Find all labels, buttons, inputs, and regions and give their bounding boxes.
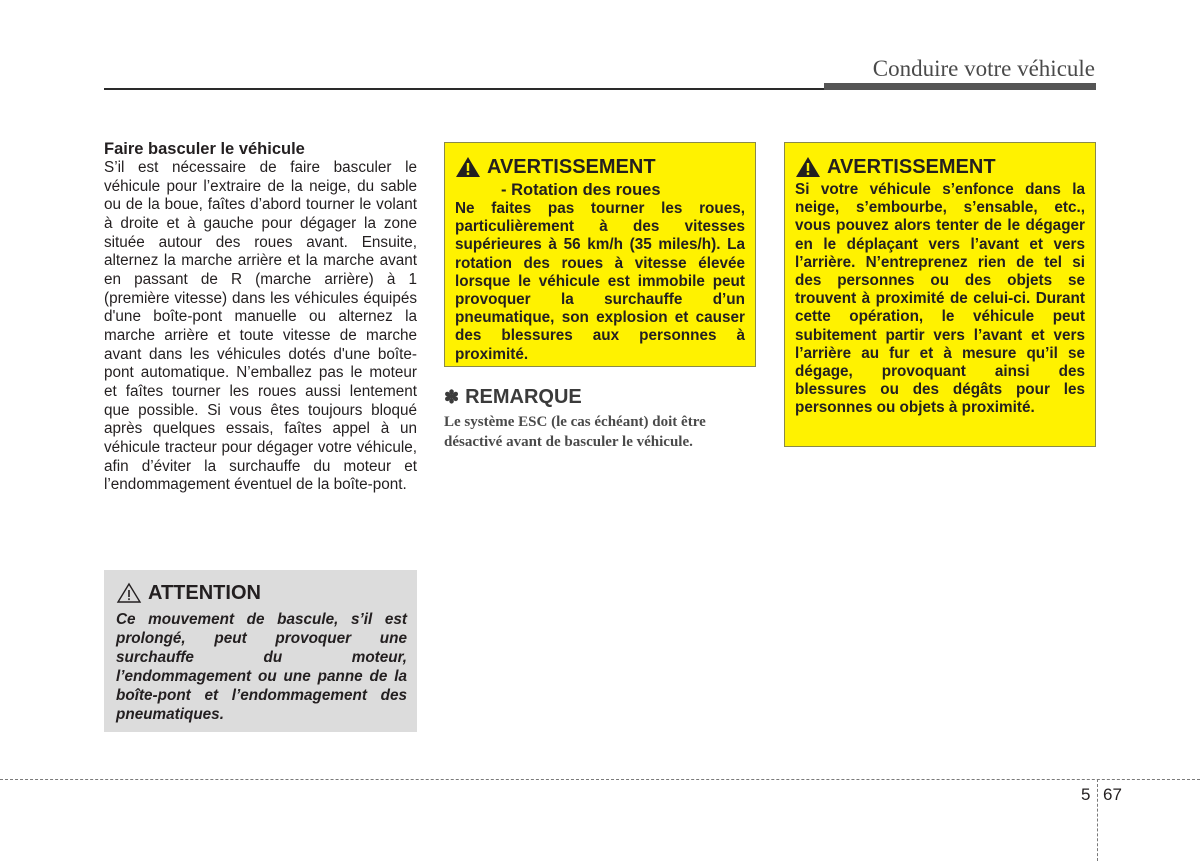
footer-dashed-divider	[1097, 779, 1098, 861]
warning-title: AVERTISSEMENT	[827, 155, 996, 178]
note-title: REMARQUE	[465, 386, 582, 408]
caution-triangle-icon	[116, 582, 142, 604]
section-heading: Faire basculer le véhicule	[104, 140, 305, 158]
header-rule-thick	[824, 83, 1096, 90]
warning-box-stuck	[784, 142, 1096, 447]
main-column	[104, 140, 417, 495]
warning-header	[455, 153, 745, 181]
note-header	[444, 385, 756, 409]
note-star-icon: ✽	[444, 387, 460, 407]
chapter-number: 5	[1081, 785, 1091, 804]
footer-dashed-rule	[0, 779, 1200, 780]
page-number: 67	[1103, 785, 1122, 804]
warning-box-wheels	[444, 142, 756, 367]
caution-text: Ce mouvement de bascule, s’il est prolongé, peut provoquer une surchauffe du moteur, l’endommagement ou une panne de la boîte-pont et l’endommagement des pneumatiques.	[116, 611, 407, 723]
warning-triangle-icon	[795, 156, 821, 178]
note-section	[444, 385, 756, 452]
caution-box	[104, 570, 417, 732]
warning-subtitle: - Rotation des roues	[501, 181, 661, 199]
warning-title: AVERTISSEMENT	[487, 155, 656, 178]
caution-title: ATTENTION	[148, 581, 261, 604]
header-rule-thin	[104, 88, 824, 90]
warning-text: Si votre véhicule s’enfonce dans la neige, s’embourbe, s’ensable, etc., vous pouvez alors tenter de le dégager en le déplaçant vers l’avant et vers l’arrière. N’entreprenez rien de tel si des personnes ou des objets se trouvent à proximité de celui-ci. Durant cette opération, le véhicule peut subitement partir vers l’avant et vers l’arrière au fur et à mesure qu’il se dégage, provoquant ainsi des blessures ou des dégâts pour les personnes ou objets à proximité.	[795, 181, 1085, 417]
caution-header	[116, 580, 407, 606]
page-header-title: Conduire votre véhicule	[872, 56, 1095, 81]
warning-header	[795, 153, 1085, 181]
warning-triangle-icon	[455, 156, 481, 178]
warning-text: Ne faites pas tourner les roues, particulièrement à des vitesses supérieures à 56 km/h (35 miles/h). La rotation des roues à vitesse élevée lorsque le véhicule est immobile peut provoquer la surchauffe d’un pneumatique, son explosion et causer des blessures aux personnes à proximité.	[455, 200, 745, 363]
body-text: S’il est nécessaire de faire basculer le véhicule pour l’extraire de la neige, du sable ou de la boue, faîtes d’abord tourner le volant à droite et à gauche pour dégager la zone située autour des roues avant. Ensuite, alternez la marche arrière et la marche avant en passant de R (marche arrière) à 1 (première vitesse) dans les véhicules équipés d'une boîte-pont manuelle ou alternez la marche arrière et toute vitesse de marche avant dans les véhicules dotés d'une boîte-pont automatique. N’emballez pas le moteur et faîtes tourner les roues aussi lentement que possible. Si vous êtes toujours bloqué après quelques essais, faîtes appel à un véhicule tracteur pour dégager votre véhicule, afin d’éviter la surchauffe du moteur et l’endommagement éventuel de la boîte-pont.	[104, 159, 417, 494]
note-text: Le système ESC (le cas échéant) doit être désactivé avant de basculer le véhicule.	[444, 414, 706, 450]
